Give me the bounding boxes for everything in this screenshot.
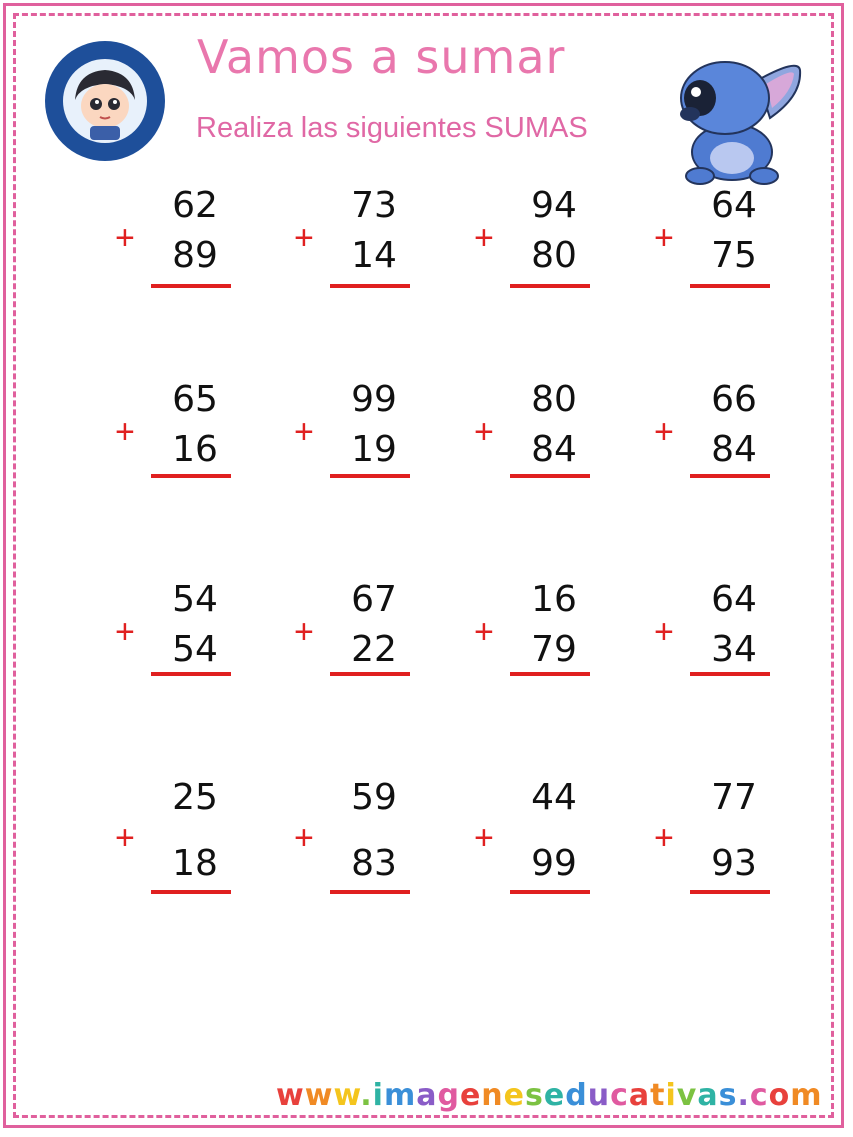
answer-line bbox=[690, 284, 770, 288]
addend-bottom: 84 bbox=[531, 429, 577, 470]
answer-line bbox=[510, 284, 590, 288]
plus-sign: + bbox=[294, 819, 314, 857]
addend-bottom: 79 bbox=[531, 629, 577, 670]
answer-line bbox=[330, 672, 410, 676]
addend-top: 99 bbox=[351, 379, 397, 420]
plus-sign: + bbox=[654, 413, 674, 451]
addend-bottom: 80 bbox=[531, 235, 577, 276]
addition-problem bbox=[654, 380, 774, 500]
plus-sign: + bbox=[115, 613, 135, 651]
addend-top: 59 bbox=[351, 777, 397, 818]
addend-top: 66 bbox=[711, 379, 757, 420]
addend-top: 64 bbox=[711, 579, 757, 620]
addition-problem bbox=[654, 580, 774, 700]
plus-sign: + bbox=[294, 413, 314, 451]
addition-problem bbox=[474, 380, 594, 500]
answer-line bbox=[151, 474, 231, 478]
plus-sign: + bbox=[294, 219, 314, 257]
addition-problem bbox=[115, 778, 235, 898]
answer-line bbox=[510, 672, 590, 676]
answer-line bbox=[690, 890, 770, 894]
addend-bottom: 75 bbox=[711, 235, 757, 276]
addend-bottom: 84 bbox=[711, 429, 757, 470]
addition-problem bbox=[654, 186, 774, 306]
answer-line bbox=[330, 890, 410, 894]
addend-top: 65 bbox=[172, 379, 218, 420]
addend-top: 80 bbox=[531, 379, 577, 420]
answer-line bbox=[690, 474, 770, 478]
worksheet-subtitle: Realiza las siguientes SUMAS bbox=[196, 112, 588, 144]
addend-top: 25 bbox=[172, 777, 218, 818]
addition-problem bbox=[474, 778, 594, 898]
addend-top: 62 bbox=[172, 185, 218, 226]
answer-line bbox=[151, 890, 231, 894]
plus-sign: + bbox=[115, 819, 135, 857]
addend-bottom: 34 bbox=[711, 629, 757, 670]
addend-bottom: 14 bbox=[351, 235, 397, 276]
plus-sign: + bbox=[115, 413, 135, 451]
addend-top: 54 bbox=[172, 579, 218, 620]
plus-sign: + bbox=[474, 219, 494, 257]
stitch-mascot-illustration bbox=[670, 40, 810, 185]
addition-problem bbox=[294, 778, 414, 898]
addend-bottom: 19 bbox=[351, 429, 397, 470]
answer-line bbox=[330, 284, 410, 288]
addend-bottom: 93 bbox=[711, 843, 757, 884]
addition-problem bbox=[654, 778, 774, 898]
answer-line bbox=[330, 474, 410, 478]
plus-sign: + bbox=[474, 819, 494, 857]
addition-problem bbox=[115, 186, 235, 306]
plus-sign: + bbox=[654, 219, 674, 257]
addend-bottom: 89 bbox=[172, 235, 218, 276]
addend-top: 73 bbox=[351, 185, 397, 226]
addition-problem bbox=[294, 380, 414, 500]
addition-problem bbox=[474, 186, 594, 306]
addition-problem bbox=[474, 580, 594, 700]
plus-sign: + bbox=[654, 613, 674, 651]
footer-website: www.imageneseducativas.com bbox=[276, 1078, 823, 1113]
answer-line bbox=[151, 672, 231, 676]
addend-top: 77 bbox=[711, 777, 757, 818]
addition-problem bbox=[115, 380, 235, 500]
answer-line bbox=[690, 672, 770, 676]
addend-bottom: 18 bbox=[172, 843, 218, 884]
addend-bottom: 99 bbox=[531, 843, 577, 884]
plus-sign: + bbox=[474, 613, 494, 651]
addition-problem bbox=[115, 580, 235, 700]
addition-problem bbox=[294, 186, 414, 306]
worksheet-title: Vamos a sumar bbox=[197, 30, 566, 84]
answer-line bbox=[510, 890, 590, 894]
plus-sign: + bbox=[474, 413, 494, 451]
addend-top: 44 bbox=[531, 777, 577, 818]
addend-bottom: 54 bbox=[172, 629, 218, 670]
addend-bottom: 83 bbox=[351, 843, 397, 884]
addition-problem bbox=[294, 580, 414, 700]
addend-top: 67 bbox=[351, 579, 397, 620]
answer-line bbox=[151, 284, 231, 288]
plus-sign: + bbox=[654, 819, 674, 857]
addend-top: 64 bbox=[711, 185, 757, 226]
answer-line bbox=[510, 474, 590, 478]
plus-sign: + bbox=[294, 613, 314, 651]
site-logo bbox=[44, 40, 166, 162]
addend-top: 94 bbox=[531, 185, 577, 226]
plus-sign: + bbox=[115, 219, 135, 257]
addend-bottom: 22 bbox=[351, 629, 397, 670]
addend-top: 16 bbox=[531, 579, 577, 620]
addend-bottom: 16 bbox=[172, 429, 218, 470]
